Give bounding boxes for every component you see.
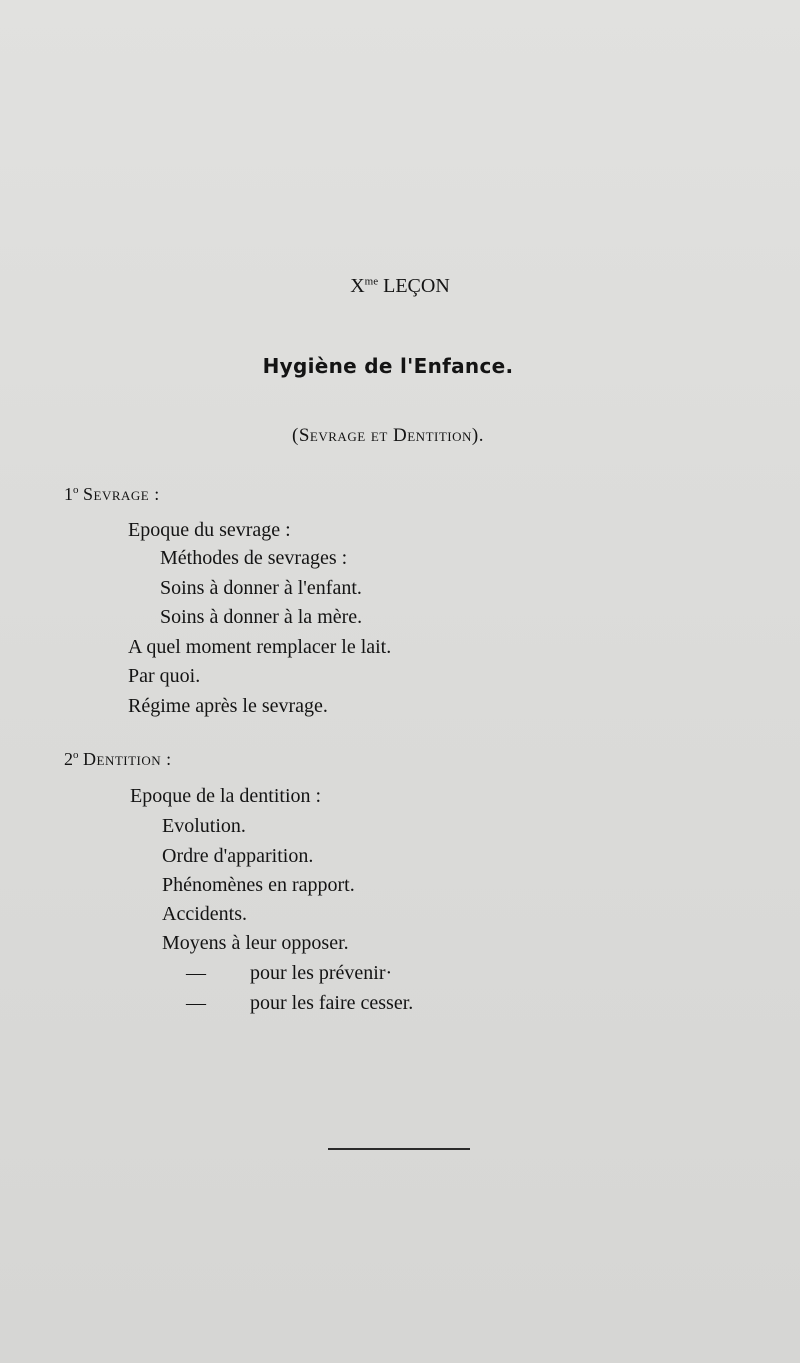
subitem-text: pour les faire cesser.: [250, 992, 414, 1014]
em-dash: —: [186, 962, 206, 984]
page-subtitle: (Sevrage et Dentition).: [292, 425, 484, 446]
em-dash: —: [186, 992, 206, 1014]
list-item: Accidents.: [162, 903, 247, 925]
list-item: Evolution.: [162, 815, 246, 837]
list-subitem: [186, 961, 392, 985]
list-item: Soins à donner à l'enfant.: [160, 577, 362, 599]
page-title: Hygiène de l'Enfance.: [262, 354, 514, 378]
list-item: Régime après le sevrage.: [128, 695, 328, 717]
section-degree: o: [73, 749, 79, 761]
closing-rule: [328, 1148, 470, 1150]
list-item: Méthodes de sevrages :: [160, 547, 348, 569]
section-title: Dentition :: [83, 749, 172, 769]
list-item: Par quoi.: [128, 665, 201, 687]
list-item: Phénomènes en rapport.: [162, 874, 355, 896]
list-item: Epoque du sevrage :: [128, 519, 291, 541]
section-degree: o: [73, 484, 79, 496]
lecture-word: LEÇON: [383, 275, 450, 297]
subitem-text: pour les prévenir·: [250, 962, 393, 984]
lecture-heading: [0, 274, 800, 298]
section-heading-dentition: [64, 747, 172, 771]
section-numeral: 2: [64, 749, 73, 769]
list-item: Epoque de la dentition :: [130, 785, 322, 807]
list-item: Moyens à leur opposer.: [162, 932, 349, 954]
section-heading-sevrage: [64, 482, 160, 506]
lecture-number-suffix: me: [364, 275, 379, 288]
section-title: Sevrage :: [83, 484, 160, 504]
section-numeral: 1: [64, 484, 73, 504]
lecture-number: X: [350, 275, 365, 297]
list-item: Soins à donner à la mère.: [160, 606, 363, 628]
list-item: A quel moment remplacer le lait.: [128, 636, 392, 658]
list-subitem: [186, 991, 413, 1015]
list-item: Ordre d'apparition.: [162, 845, 314, 867]
